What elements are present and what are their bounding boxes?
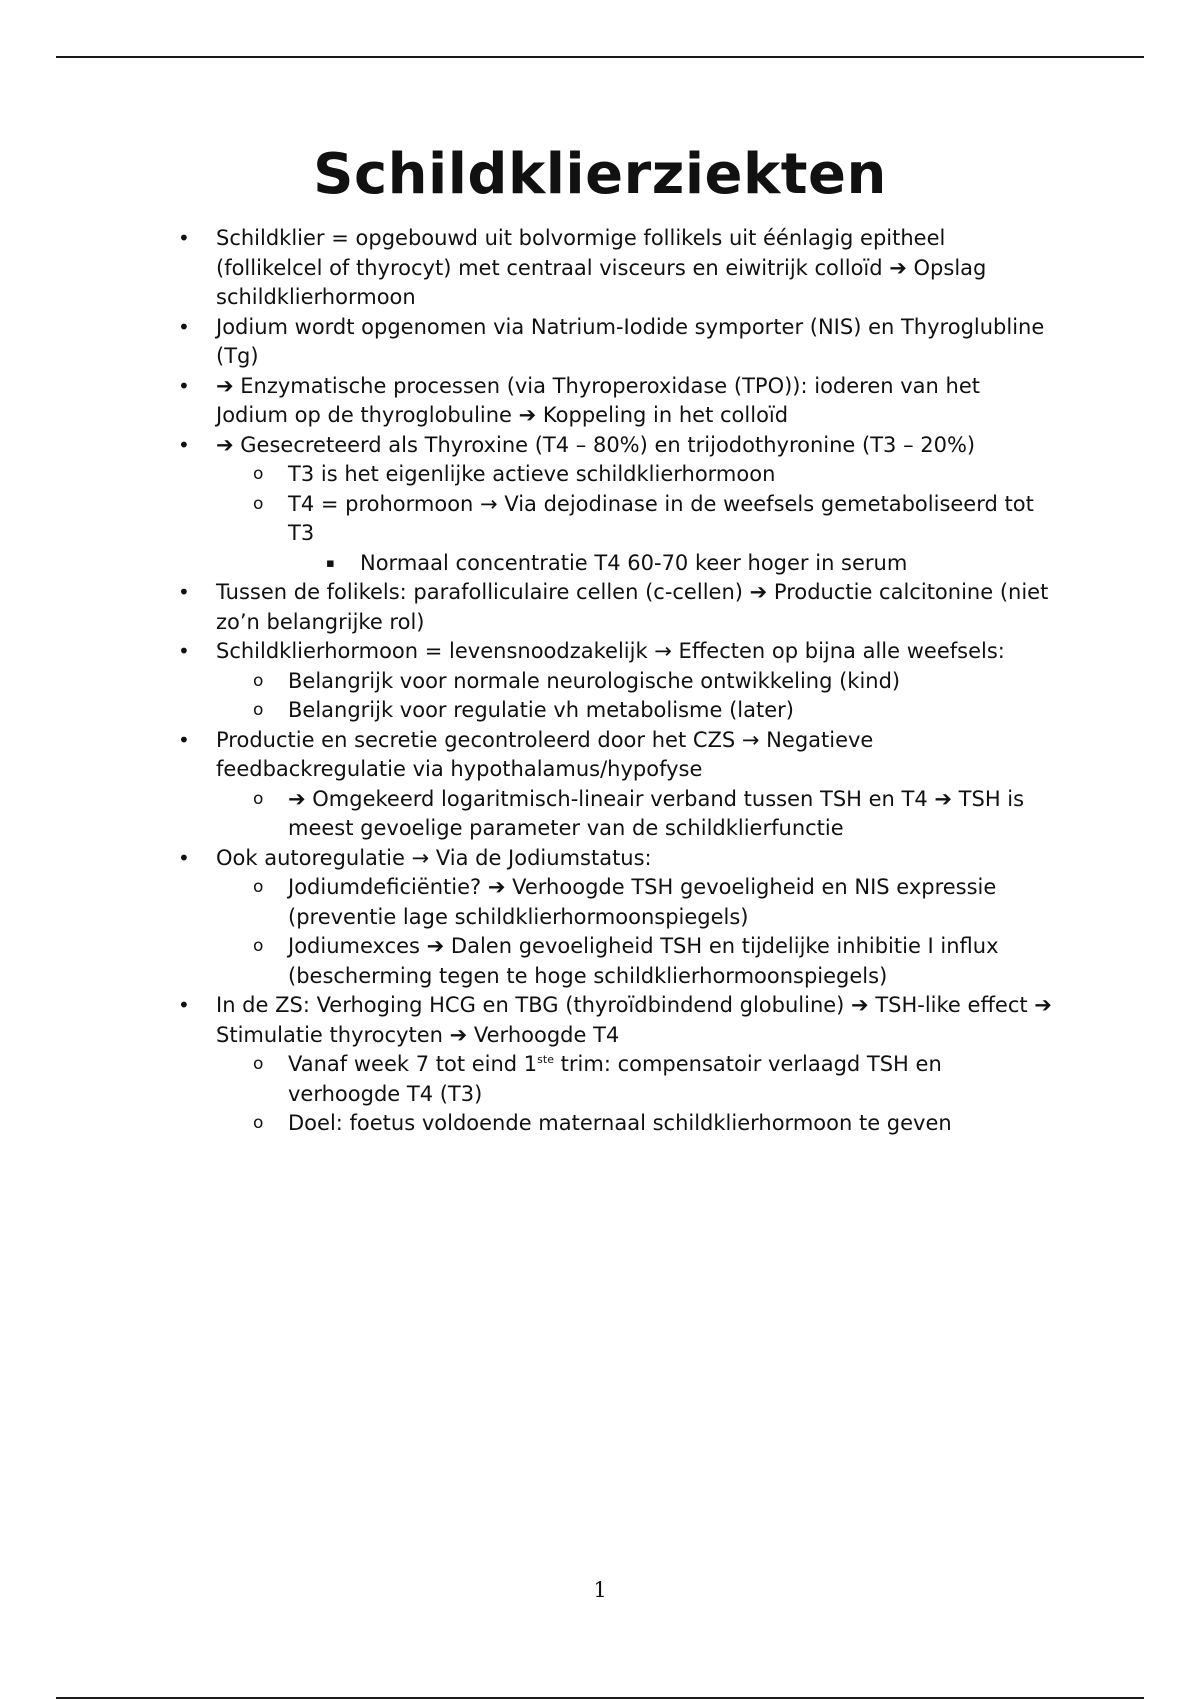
list-item: [0, 578, 1056, 637]
bullet-marker: •: [178, 639, 190, 663]
circle-bullet-marker: o: [253, 464, 264, 484]
circle-bullet-marker: o: [253, 1054, 264, 1074]
bullet-marker: •: [178, 727, 190, 752]
list-item-text: Schildklier = opgebouwd uit bolvormige follikels uit éénlagig epitheel (follikelcel of thyrocyt) met centraal visceurs en eiwitrijk colloïd ➔ Opslag schildklierhormoon: [216, 226, 987, 309]
list-item: [0, 637, 1056, 667]
bullet-list: [0, 224, 1200, 1139]
sub-list-item: [0, 667, 1058, 697]
list-item-text: Jodium wordt opgenomen via Natrium-Iodide symporter (NIS) en Thyroglubline (Tg): [216, 314, 1045, 368]
list-item-text: Ook autoregulatie → Via de Jodiumstatus:: [216, 845, 652, 870]
list-item-text: T4 = prohormoon → Via dejodinase in de weefsels gemetaboliseerd tot T3: [288, 491, 1034, 545]
sub-list-item: [0, 932, 1058, 991]
list-item-text: ➔ Gesecreteerd als Thyroxine (T4 – 80%) en trijodothyronine (T3 – 20%): [216, 432, 976, 457]
header-rule: [56, 56, 1144, 58]
list-item: [0, 224, 1056, 313]
page-number: 1: [593, 1578, 607, 1602]
list-item: [0, 726, 1056, 785]
square-bullet-marker: ▪: [326, 555, 335, 571]
list-item-text: In de ZS: Verhoging HCG en TBG (thyroïdbindend globuline) ➔ TSH-like effect ➔ Stimulatie thyrocyten ➔ Verhoogde T4: [216, 993, 1052, 1047]
circle-bullet-marker: o: [253, 670, 264, 691]
circle-bullet-marker: o: [253, 788, 264, 809]
list-item: [0, 991, 1056, 1050]
list-item-text: Belangrijk voor normale neurologische ontwikkeling (kind): [288, 668, 901, 693]
circle-bullet-marker: o: [253, 936, 264, 956]
list-item-text: Doel: foetus voldoende maternaal schildklierhormoon te geven: [288, 1111, 952, 1135]
list-item-text: T3 is het eigenlijke actieve schildklierhormoon: [288, 462, 776, 486]
superscript-ste: ste: [537, 1053, 554, 1066]
bullet-marker: •: [178, 993, 190, 1017]
sub-list-item: [0, 696, 1058, 726]
sub-list-item: [0, 460, 1058, 490]
list-item: [0, 431, 1056, 461]
list-item: [0, 313, 1056, 372]
circle-bullet-marker: o: [253, 493, 264, 514]
list-item-text: Normaal concentratie T4 60-70 keer hoger in serum: [360, 550, 908, 575]
page-title: Schildklierziekten: [313, 142, 887, 207]
sub-sub-list-item: [0, 549, 1060, 579]
bullet-marker: •: [178, 314, 190, 339]
sub-list-item: [0, 1109, 1058, 1139]
bullet-marker: •: [178, 226, 190, 250]
circle-bullet-marker: o: [253, 1113, 264, 1133]
sub-list-item: [0, 785, 1058, 844]
list-item-text: Belangrijk voor regulatie vh metabolisme (later): [288, 698, 794, 722]
list-item-text: Tussen de folikels: parafolliculaire cellen (c-cellen) ➔ Productie calcitonine (niet zo’n belangrijke rol): [216, 580, 1049, 634]
circle-bullet-marker: o: [253, 700, 264, 720]
bullet-marker: •: [178, 580, 190, 604]
list-item-text: ➔ Omgekeerd logaritmisch-lineair verband tussen TSH en T4 ➔ TSH is meest gevoelige parameter van de schildklierfunctie: [288, 786, 1025, 840]
list-item-text: ➔ Enzymatische processen (via Thyroperoxidase (TPO)): ioderen van het Jodium op de thyroglobuline ➔ Koppeling in het colloïd: [216, 373, 980, 427]
list-item: [0, 372, 1056, 431]
bullet-marker: •: [178, 845, 190, 870]
sub-list-item: [0, 1050, 1058, 1109]
list-item-text: Schildklierhormoon = levensnoodzakelijk → Effecten op bijna alle weefsels:: [216, 639, 1005, 663]
sub-list-item: [0, 873, 1058, 932]
list-item: [0, 844, 1056, 874]
footer-rule: [56, 1697, 1144, 1699]
bullet-marker: •: [178, 432, 190, 457]
circle-bullet-marker: o: [253, 877, 264, 897]
list-item-text-after: trim: compensatoir verlaagd TSH en verhoogde T4 (T3): [288, 1052, 942, 1106]
list-item-text: Jodiumexces ➔ Dalen gevoeligheid TSH en tijdelijke inhibitie I influx (bescherming tegen te hoge schildklierhormoonspiegels): [288, 934, 999, 988]
sub-list-item: [0, 490, 1058, 549]
list-item-text: Jodiumdeficiëntie? ➔ Verhoogde TSH gevoeligheid en NIS expressie (preventie lage schildklierhormoonspiegels): [288, 875, 997, 929]
list-item-text-before: Vanaf week 7 tot eind 1: [288, 1052, 538, 1076]
list-item-text: Productie en secretie gecontroleerd door het CZS → Negatieve feedbackregulatie via hypothalamus/hypofyse: [216, 727, 874, 781]
bullet-marker: •: [178, 373, 190, 398]
